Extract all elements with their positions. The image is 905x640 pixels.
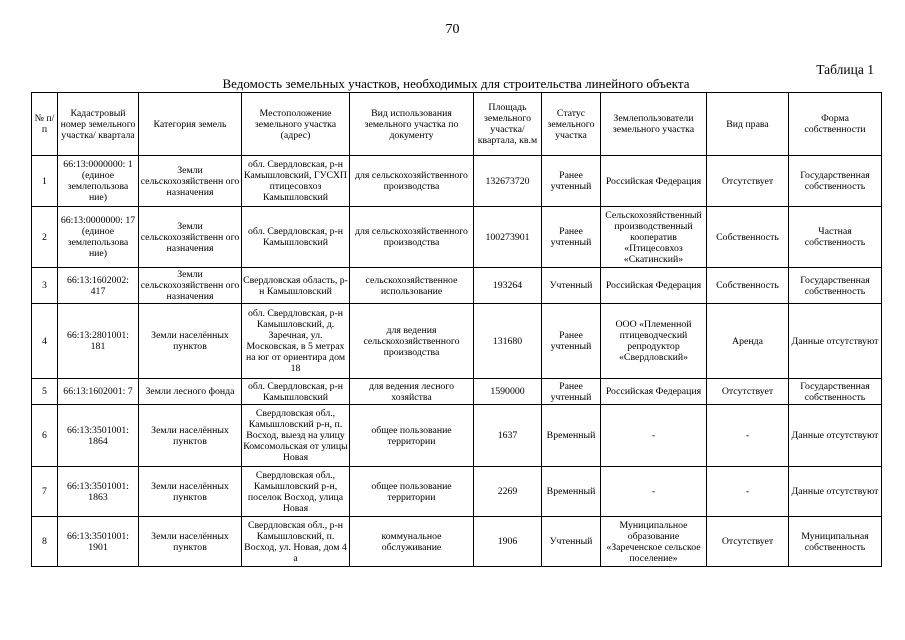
cell-status: Временный xyxy=(542,467,601,517)
cell-category: Земли сельскохозяйственн ого назначения xyxy=(139,156,242,207)
cell-cadastral: 66:13:3501001: 1901 xyxy=(58,517,139,567)
cell-usage: сельскохозяйственное использование xyxy=(350,268,474,304)
cell-ownership: Частная собственность xyxy=(789,207,882,268)
cell-category: Земли населённых пунктов xyxy=(139,304,242,379)
cell-right: Собственность xyxy=(707,268,789,304)
cell-cadastral: 66:13:3501001: 1863 xyxy=(58,467,139,517)
cell-right: - xyxy=(707,467,789,517)
header-users: Землепользователи земельного участка xyxy=(601,93,707,156)
cell-ownership: Государственная собственность xyxy=(789,379,882,405)
cell-category: Земли населённых пунктов xyxy=(139,467,242,517)
cell-users: Муниципальное образование «Зареченское сельское поселение» xyxy=(601,517,707,567)
cell-users: ООО «Племенной птицеводческий репродуктор «Свердловский» xyxy=(601,304,707,379)
cell-usage: общее пользование территории xyxy=(350,405,474,467)
cell-right: Аренда xyxy=(707,304,789,379)
cell-area: 132673720 xyxy=(474,156,542,207)
cell-area: 193264 xyxy=(474,268,542,304)
cell-area: 100273901 xyxy=(474,207,542,268)
cell-ownership: Государственная собственность xyxy=(789,268,882,304)
header-usage: Вид использования земельного участка по документу xyxy=(350,93,474,156)
cell-location: обл. Свердловская, р-н Камышловский, д. Заречная, ул. Московская, в 5 метрах на юг от ориентира дом 18 xyxy=(242,304,350,379)
cell-num: 7 xyxy=(32,467,58,517)
cell-status: Учтенный xyxy=(542,268,601,304)
cell-ownership: Государственная собственность xyxy=(789,156,882,207)
cell-num: 8 xyxy=(32,517,58,567)
cell-cadastral: 66:13:0000000: 17 (единое землепользова ние) xyxy=(58,207,139,268)
header-cadastral: Кадастровый номер земельного участка/ квартала xyxy=(58,93,139,156)
cell-location: Свердловская обл., Камышловский р-н, п. Восход, выезд на улицу Комсомольская от улицы Новая xyxy=(242,405,350,467)
cell-location: Свердловская область, р-н Камышловский xyxy=(242,268,350,304)
header-ownership: Форма собственности xyxy=(789,93,882,156)
cell-ownership: Муниципальная собственность xyxy=(789,517,882,567)
header-area: Площадь земельного участка/ квартала, кв.м xyxy=(474,93,542,156)
cell-users: - xyxy=(601,405,707,467)
cell-ownership: Данные отсутствуют xyxy=(789,467,882,517)
cell-num: 3 xyxy=(32,268,58,304)
table-label: Таблица 1 xyxy=(816,62,874,77)
cell-location: обл. Свердловская, р-н Камышловский xyxy=(242,207,350,268)
cell-location: Свердловская обл., р-н Камышловский, п. Восход, ул. Новая, дом 4 а xyxy=(242,517,350,567)
cell-users: Российская Федерация xyxy=(601,379,707,405)
table-row xyxy=(32,379,882,405)
cell-status: Ранее учтенный xyxy=(542,207,601,268)
cell-cadastral: 66:13:1602002: 417 xyxy=(58,268,139,304)
cell-category: Земли сельскохозяйственн ого назначения xyxy=(139,268,242,304)
cell-ownership: Данные отсутствуют xyxy=(789,405,882,467)
table-title: Ведомость земельных участков, необходимых для строительства линейного объекта xyxy=(222,76,690,91)
cell-cadastral: 66:13:1602001: 7 xyxy=(58,379,139,405)
cell-area: 1590000 xyxy=(474,379,542,405)
cell-status: Ранее учтенный xyxy=(542,379,601,405)
cell-usage: для сельскохозяйственного производства xyxy=(350,207,474,268)
cell-num: 6 xyxy=(32,405,58,467)
cell-status: Ранее учтенный xyxy=(542,156,601,207)
cell-usage: для ведения сельскохозяйственного производства xyxy=(350,304,474,379)
cell-num: 5 xyxy=(32,379,58,405)
cell-category: Земли населённых пунктов xyxy=(139,517,242,567)
cell-category: Земли населённых пунктов xyxy=(139,405,242,467)
page-number: 70 xyxy=(445,22,460,37)
header-status: Статус земельного участка xyxy=(542,93,601,156)
cell-area: 2269 xyxy=(474,467,542,517)
cell-num: 2 xyxy=(32,207,58,268)
cell-usage: для ведения лесного хозяйства xyxy=(350,379,474,405)
cell-status: Ранее учтенный xyxy=(542,304,601,379)
cell-status: Временный xyxy=(542,405,601,467)
cell-area: 131680 xyxy=(474,304,542,379)
cell-category: Земли сельскохозяйственн ого назначения xyxy=(139,207,242,268)
cell-cadastral: 66:13:0000000: 1 (единое землепользова ние) xyxy=(58,156,139,207)
cell-num: 4 xyxy=(32,304,58,379)
cell-usage: для сельскохозяйственного производства xyxy=(350,156,474,207)
table-row xyxy=(32,517,882,567)
cell-right: Отсутствует xyxy=(707,517,789,567)
table-row xyxy=(32,467,882,517)
cell-users: Российская Федерация xyxy=(601,156,707,207)
cell-users: Сельскохозяйственный производственный кооператив «Птицесовхоз «Скатинский» xyxy=(601,207,707,268)
cell-users: Российская Федерация xyxy=(601,268,707,304)
header-category: Категория земель xyxy=(139,93,242,156)
header-right: Вид права xyxy=(707,93,789,156)
table-row xyxy=(32,268,882,304)
cell-cadastral: 66:13:2801001: 181 xyxy=(58,304,139,379)
cell-status: Учтенный xyxy=(542,517,601,567)
cell-usage: общее пользование территории xyxy=(350,467,474,517)
table-row xyxy=(32,405,882,467)
header-location: Местоположение земельного участка (адрес) xyxy=(242,93,350,156)
cell-users: - xyxy=(601,467,707,517)
cell-area: 1906 xyxy=(474,517,542,567)
cell-right: Собственность xyxy=(707,207,789,268)
table-row xyxy=(32,207,882,268)
header-num: № п/п xyxy=(32,93,58,156)
cell-right: Отсутствует xyxy=(707,379,789,405)
cell-location: обл. Свердловская, р-н Камышловский xyxy=(242,379,350,405)
cell-cadastral: 66:13:3501001: 1864 xyxy=(58,405,139,467)
cell-ownership: Данные отсутствуют xyxy=(789,304,882,379)
table-header-row xyxy=(32,93,882,156)
land-plots-table xyxy=(31,92,882,567)
cell-location: обл. Свердловская, р-н Камышловский, ГУСХП птицесовхоз Камышловский xyxy=(242,156,350,207)
cell-location: Свердловская обл., Камышловский р-н, поселок Восход, улица Новая xyxy=(242,467,350,517)
table-row xyxy=(32,156,882,207)
cell-right: Отсутствует xyxy=(707,156,789,207)
cell-usage: коммунальное обслуживание xyxy=(350,517,474,567)
cell-num: 1 xyxy=(32,156,58,207)
cell-category: Земли лесного фонда xyxy=(139,379,242,405)
cell-area: 1637 xyxy=(474,405,542,467)
cell-right: - xyxy=(707,405,789,467)
table-row xyxy=(32,304,882,379)
